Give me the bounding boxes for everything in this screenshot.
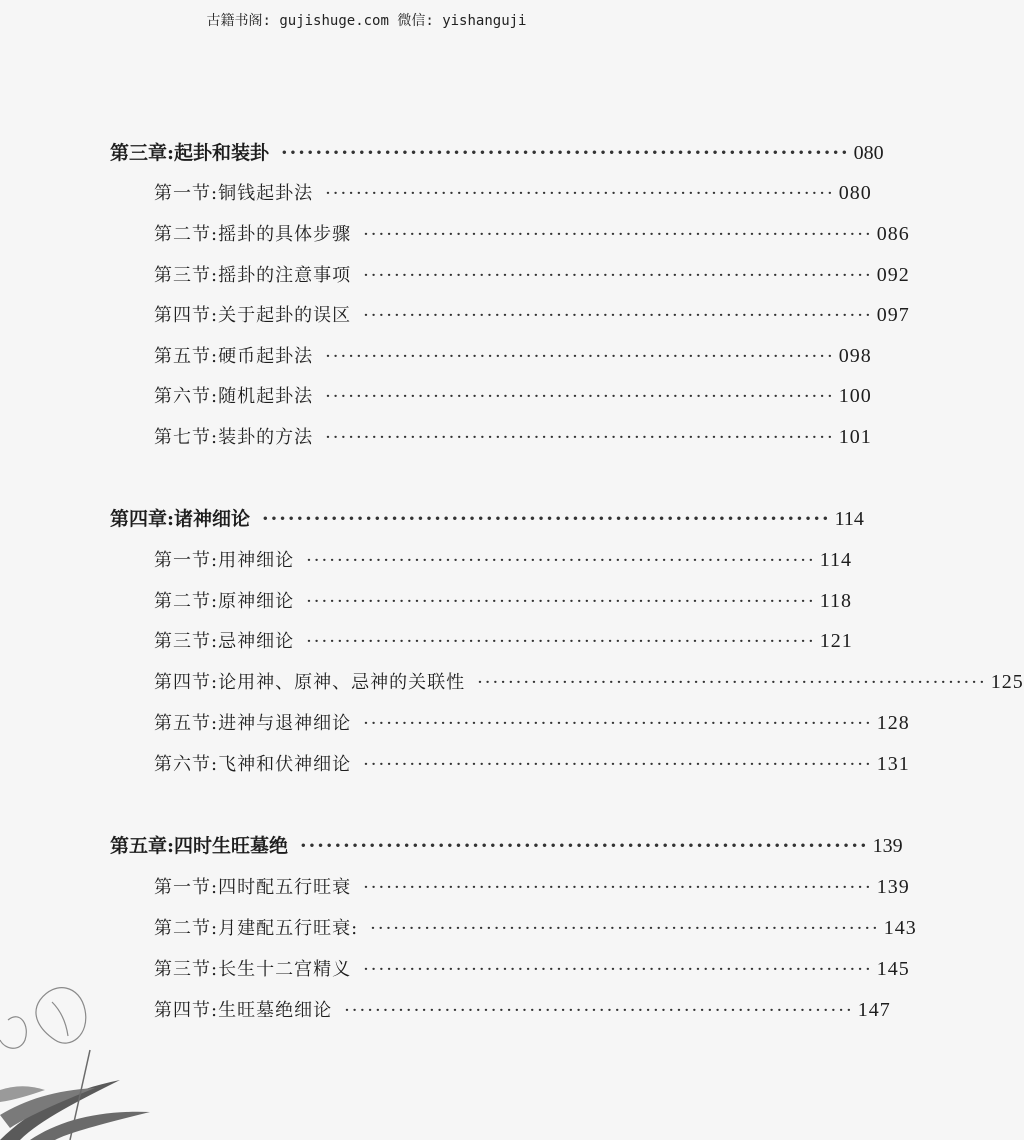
page-number: 097: [876, 304, 910, 326]
section-title: 第一节:四时配五行旺衰: [154, 877, 352, 898]
dot-leader: ··································································: [325, 346, 835, 367]
toc-section[interactable]: [154, 299, 910, 331]
dot-leader: ··································································: [300, 835, 869, 857]
page-number: 143: [883, 917, 917, 939]
dot-leader: ··································································: [325, 427, 835, 448]
chapter-title: 第三章:起卦和装卦: [110, 142, 270, 164]
section-title: 第四节:论用神、原神、忌神的关联性: [154, 672, 466, 693]
page-number: 100: [838, 385, 872, 407]
ink-flower-decoration: [0, 940, 180, 1140]
section-title: 第三节:长生十二宫精义: [154, 959, 352, 980]
toc-section[interactable]: [154, 421, 872, 453]
section-title: 第五节:硬币起卦法: [154, 346, 314, 367]
dot-leader: ··································································: [363, 754, 873, 775]
page-number: 092: [876, 264, 910, 286]
dot-leader: ··································································: [363, 877, 873, 898]
dot-leader: ··································································: [344, 1000, 854, 1021]
dot-leader: ··································································: [262, 508, 831, 530]
dot-leader: ··································································: [370, 918, 880, 939]
section-title: 第二节:原神细论: [154, 591, 295, 612]
toc-section[interactable]: [154, 544, 852, 576]
page-number: 080: [838, 182, 872, 204]
chapter-title: 第四章:诸神细论: [110, 508, 251, 530]
page-number: 114: [834, 508, 864, 530]
dot-leader: ··································································: [477, 672, 987, 693]
watermark-header: 古籍书阁: gujishuge.com 微信: yishanguji: [206, 13, 527, 29]
page-number: 147: [857, 999, 891, 1021]
page-number: 086: [876, 223, 910, 245]
page-number: 139: [876, 876, 910, 898]
dot-leader: ··································································: [325, 386, 835, 407]
toc-chapter-5[interactable]: [110, 830, 903, 862]
section-title: 第七节:装卦的方法: [154, 427, 314, 448]
page-number: 114: [819, 549, 852, 571]
section-title: 第一节:用神细论: [154, 550, 295, 571]
dot-leader: ··································································: [306, 631, 816, 652]
page-number: 128: [876, 712, 910, 734]
section-title: 第六节:随机起卦法: [154, 386, 314, 407]
toc-section[interactable]: [154, 259, 910, 291]
toc-section[interactable]: [154, 585, 852, 617]
toc-section[interactable]: [154, 707, 910, 739]
page-number: 145: [876, 958, 910, 980]
toc-section[interactable]: [154, 994, 891, 1026]
dot-leader: ··································································: [363, 959, 873, 980]
toc-section[interactable]: [154, 953, 910, 985]
toc-chapter-3[interactable]: [110, 137, 884, 169]
page-number: 101: [838, 426, 872, 448]
toc-section[interactable]: [154, 666, 1024, 698]
section-title: 第三节:摇卦的注意事项: [154, 265, 352, 286]
toc-section[interactable]: [154, 340, 872, 372]
dot-leader: ··································································: [281, 142, 850, 164]
page-number: 125: [990, 671, 1024, 693]
toc-section[interactable]: [154, 218, 910, 250]
toc-section[interactable]: [154, 748, 910, 780]
dot-leader: ··································································: [363, 224, 873, 245]
dot-leader: ··································································: [306, 550, 816, 571]
page-number: 118: [819, 590, 852, 612]
page-number: 131: [876, 753, 910, 775]
chapter-title: 第五章:四时生旺墓绝: [110, 835, 289, 857]
dot-leader: ··································································: [306, 591, 816, 612]
section-title: 第三节:忌神细论: [154, 631, 295, 652]
dot-leader: ··································································: [325, 183, 835, 204]
toc-chapter-4[interactable]: [110, 503, 864, 535]
toc-section[interactable]: [154, 871, 910, 903]
toc-section[interactable]: [154, 380, 872, 412]
page-number: 098: [838, 345, 872, 367]
dot-leader: ··································································: [363, 265, 873, 286]
section-title: 第四节:生旺墓绝细论: [154, 1000, 333, 1021]
dot-leader: ··································································: [363, 305, 873, 326]
toc-section[interactable]: [154, 912, 917, 944]
toc-section[interactable]: [154, 177, 872, 209]
page-number: 121: [819, 630, 853, 652]
section-title: 第二节:月建配五行旺衰:: [154, 918, 359, 939]
section-title: 第四节:关于起卦的误区: [154, 305, 352, 326]
page-number: 080: [853, 142, 884, 164]
section-title: 第六节:飞神和伏神细论: [154, 754, 352, 775]
section-title: 第二节:摇卦的具体步骤: [154, 224, 352, 245]
section-title: 第五节:进神与退神细论: [154, 713, 352, 734]
dot-leader: ··································································: [363, 713, 873, 734]
page-number: 139: [872, 835, 903, 857]
section-title: 第一节:铜钱起卦法: [154, 183, 314, 204]
toc-section[interactable]: [154, 625, 853, 657]
